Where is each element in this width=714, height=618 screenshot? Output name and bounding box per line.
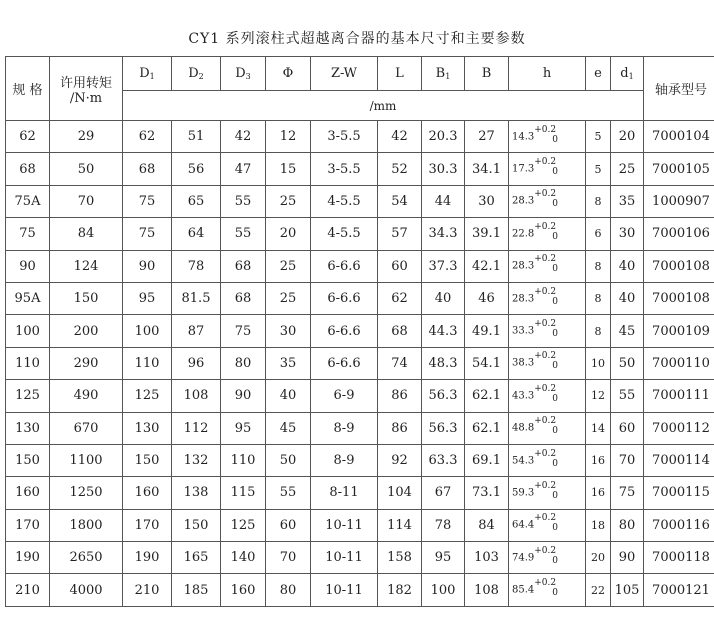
cell-L: 92 bbox=[378, 444, 422, 476]
cell-spec: 90 bbox=[6, 250, 50, 282]
cell-B1: 30.3 bbox=[422, 153, 465, 185]
header-e: e bbox=[586, 57, 611, 91]
cell-B: 27 bbox=[465, 121, 509, 153]
cell-L: 158 bbox=[378, 542, 422, 574]
header-D2: $D_2$ bbox=[172, 57, 221, 91]
cell-bearing: 7000121 bbox=[644, 574, 714, 606]
watermark bbox=[395, 568, 705, 578]
cell-torque: 50 bbox=[50, 153, 123, 185]
cell-D1: 125 bbox=[123, 380, 172, 412]
cell-spec: 95A bbox=[6, 282, 50, 314]
cell-d1: 80 bbox=[611, 509, 644, 541]
cell-B1: 95 bbox=[422, 542, 465, 574]
header-d1: $d_1$ bbox=[611, 57, 644, 91]
cell-bearing: 7000106 bbox=[644, 218, 714, 250]
cell-B: 73.1 bbox=[465, 477, 509, 509]
cell-phi: 70 bbox=[266, 542, 311, 574]
cell-L: 86 bbox=[378, 412, 422, 444]
table-row bbox=[6, 121, 714, 153]
cell-zw: 6-6.6 bbox=[311, 250, 378, 282]
cell-D1: 75 bbox=[123, 218, 172, 250]
cell-phi: 30 bbox=[266, 315, 311, 347]
cell-D1: 95 bbox=[123, 282, 172, 314]
cell-bearing: 7000104 bbox=[644, 121, 714, 153]
header-D3: $D_3$ bbox=[221, 57, 266, 91]
cell-h: 14.3 +0.2 0 bbox=[509, 121, 586, 153]
cell-d1: 70 bbox=[611, 444, 644, 476]
cell-B1: 67 bbox=[422, 477, 465, 509]
cell-torque: 490 bbox=[50, 380, 123, 412]
cell-L: 182 bbox=[378, 574, 422, 606]
cell-torque: 1250 bbox=[50, 477, 123, 509]
cell-B: 62.1 bbox=[465, 412, 509, 444]
cell-spec: 170 bbox=[6, 509, 50, 541]
cell-B: 108 bbox=[465, 574, 509, 606]
cell-e: 14 bbox=[586, 412, 611, 444]
cell-d1: 105 bbox=[611, 574, 644, 606]
cell-zw: 3-5.5 bbox=[311, 153, 378, 185]
cell-D1: 170 bbox=[123, 509, 172, 541]
cell-spec: 62 bbox=[6, 121, 50, 153]
cell-zw: 3-5.5 bbox=[311, 121, 378, 153]
cell-e: 5 bbox=[586, 121, 611, 153]
cell-phi: 15 bbox=[266, 153, 311, 185]
cell-D3: 95 bbox=[221, 412, 266, 444]
cell-bearing: 7000118 bbox=[644, 542, 714, 574]
cell-torque: 84 bbox=[50, 218, 123, 250]
cell-e: 22 bbox=[586, 574, 611, 606]
cell-D2: 185 bbox=[172, 574, 221, 606]
cell-h: 33.3 +0.2 0 bbox=[509, 315, 586, 347]
cell-D2: 138 bbox=[172, 477, 221, 509]
cell-zw: 8-9 bbox=[311, 444, 378, 476]
header-L: L bbox=[378, 57, 422, 91]
cell-bearing: 7000110 bbox=[644, 347, 714, 379]
header-zw: Z-W bbox=[311, 57, 378, 91]
cell-torque: 70 bbox=[50, 185, 123, 217]
cell-L: 60 bbox=[378, 250, 422, 282]
cell-D2: 165 bbox=[172, 542, 221, 574]
cell-D2: 108 bbox=[172, 380, 221, 412]
cell-D1: 210 bbox=[123, 574, 172, 606]
cell-d1: 30 bbox=[611, 218, 644, 250]
cell-D3: 55 bbox=[221, 185, 266, 217]
cell-B1: 37.3 bbox=[422, 250, 465, 282]
cell-D2: 78 bbox=[172, 250, 221, 282]
cell-D1: 130 bbox=[123, 412, 172, 444]
cell-D2: 81.5 bbox=[172, 282, 221, 314]
cell-zw: 4-5.5 bbox=[311, 218, 378, 250]
cell-D3: 125 bbox=[221, 509, 266, 541]
cell-h: 28.3 +0.2 0 bbox=[509, 282, 586, 314]
cell-spec: 190 bbox=[6, 542, 50, 574]
cell-phi: 50 bbox=[266, 444, 311, 476]
cell-B1: 56.3 bbox=[422, 380, 465, 412]
cell-B1: 63.3 bbox=[422, 444, 465, 476]
header-row bbox=[6, 57, 714, 91]
h-tolerance: +0.2 0 bbox=[534, 189, 558, 210]
cell-d1: 35 bbox=[611, 185, 644, 217]
cell-D1: 160 bbox=[123, 477, 172, 509]
cell-B: 49.1 bbox=[465, 315, 509, 347]
cell-torque: 670 bbox=[50, 412, 123, 444]
cell-torque: 124 bbox=[50, 250, 123, 282]
cell-zw: 10-11 bbox=[311, 574, 378, 606]
table-row bbox=[6, 509, 714, 541]
cell-bearing: 1000907 bbox=[644, 185, 714, 217]
cell-phi: 20 bbox=[266, 218, 311, 250]
cell-D3: 90 bbox=[221, 380, 266, 412]
h-tolerance: +0.2 0 bbox=[534, 221, 558, 242]
cell-zw: 6-6.6 bbox=[311, 282, 378, 314]
cell-h: 54.3 +0.2 0 bbox=[509, 444, 586, 476]
cell-e: 8 bbox=[586, 315, 611, 347]
cell-d1: 20 bbox=[611, 121, 644, 153]
cell-h: 48.8 +0.2 0 bbox=[509, 412, 586, 444]
cell-e: 8 bbox=[586, 185, 611, 217]
cell-phi: 80 bbox=[266, 574, 311, 606]
cell-L: 74 bbox=[378, 347, 422, 379]
table-row bbox=[6, 282, 714, 314]
cell-B: 39.1 bbox=[465, 218, 509, 250]
cell-h: 38.3 +0.2 0 bbox=[509, 347, 586, 379]
cell-spec: 150 bbox=[6, 444, 50, 476]
cell-D2: 64 bbox=[172, 218, 221, 250]
page-title: CY1 系列滚柱式超越离合器的基本尺寸和主要参数 bbox=[188, 31, 526, 47]
header-phi: Φ bbox=[266, 57, 311, 91]
table-row bbox=[6, 477, 714, 509]
cell-e: 16 bbox=[586, 444, 611, 476]
parameters-table bbox=[5, 56, 714, 607]
cell-h: 59.3 +0.2 0 bbox=[509, 477, 586, 509]
cell-d1: 55 bbox=[611, 380, 644, 412]
cell-D2: 96 bbox=[172, 347, 221, 379]
cell-phi: 35 bbox=[266, 347, 311, 379]
h-tolerance: +0.2 0 bbox=[534, 319, 558, 340]
cell-e: 6 bbox=[586, 218, 611, 250]
cell-D2: 132 bbox=[172, 444, 221, 476]
cell-h: 64.4 +0.2 0 bbox=[509, 509, 586, 541]
cell-phi: 40 bbox=[266, 380, 311, 412]
cell-e: 20 bbox=[586, 542, 611, 574]
cell-D2: 65 bbox=[172, 185, 221, 217]
cell-D1: 68 bbox=[123, 153, 172, 185]
cell-e: 8 bbox=[586, 282, 611, 314]
h-tolerance: +0.2 0 bbox=[534, 124, 558, 145]
cell-D1: 75 bbox=[123, 185, 172, 217]
header-D1: $D_1$ bbox=[123, 57, 172, 91]
cell-B: 46 bbox=[465, 282, 509, 314]
cell-D2: 112 bbox=[172, 412, 221, 444]
table-row bbox=[6, 153, 714, 185]
h-tolerance: +0.2 0 bbox=[534, 416, 558, 437]
cell-D2: 56 bbox=[172, 153, 221, 185]
h-tolerance: +0.2 0 bbox=[534, 383, 558, 404]
h-tolerance: +0.2 0 bbox=[534, 480, 558, 501]
h-tolerance: +0.2 0 bbox=[534, 545, 558, 566]
cell-D1: 62 bbox=[123, 121, 172, 153]
cell-D2: 51 bbox=[172, 121, 221, 153]
cell-torque: 1800 bbox=[50, 509, 123, 541]
cell-L: 62 bbox=[378, 282, 422, 314]
cell-spec: 75A bbox=[6, 185, 50, 217]
cell-h: 28.3 +0.2 0 bbox=[509, 185, 586, 217]
cell-bearing: 7000111 bbox=[644, 380, 714, 412]
cell-torque: 29 bbox=[50, 121, 123, 153]
cell-D1: 110 bbox=[123, 347, 172, 379]
cell-B: 30 bbox=[465, 185, 509, 217]
cell-torque: 290 bbox=[50, 347, 123, 379]
h-tolerance: +0.2 0 bbox=[534, 578, 558, 599]
cell-B: 54.1 bbox=[465, 347, 509, 379]
cell-e: 8 bbox=[586, 250, 611, 282]
cell-bearing: 7000115 bbox=[644, 477, 714, 509]
cell-bearing: 7000105 bbox=[644, 153, 714, 185]
cell-D1: 100 bbox=[123, 315, 172, 347]
cell-B: 34.1 bbox=[465, 153, 509, 185]
cell-spec: 100 bbox=[6, 315, 50, 347]
cell-torque: 1100 bbox=[50, 444, 123, 476]
cell-zw: 6-6.6 bbox=[311, 315, 378, 347]
cell-phi: 60 bbox=[266, 509, 311, 541]
cell-bearing: 7000114 bbox=[644, 444, 714, 476]
header-B1: $B_1$ bbox=[422, 57, 465, 91]
header-B: B bbox=[465, 57, 509, 91]
cell-B: 84 bbox=[465, 509, 509, 541]
cell-spec: 130 bbox=[6, 412, 50, 444]
table-row bbox=[6, 380, 714, 412]
cell-B1: 100 bbox=[422, 574, 465, 606]
cell-B1: 44 bbox=[422, 185, 465, 217]
h-tolerance: +0.2 0 bbox=[534, 157, 558, 178]
cell-spec: 210 bbox=[6, 574, 50, 606]
cell-D3: 42 bbox=[221, 121, 266, 153]
cell-B1: 20.3 bbox=[422, 121, 465, 153]
table-row bbox=[6, 218, 714, 250]
cell-e: 10 bbox=[586, 347, 611, 379]
cell-B1: 40 bbox=[422, 282, 465, 314]
header-h: h bbox=[509, 57, 586, 91]
cell-h: 28.3 +0.2 0 bbox=[509, 250, 586, 282]
cell-zw: 6-6.6 bbox=[311, 347, 378, 379]
table-row bbox=[6, 315, 714, 347]
cell-D1: 90 bbox=[123, 250, 172, 282]
cell-L: 42 bbox=[378, 121, 422, 153]
table-row bbox=[6, 347, 714, 379]
cell-spec: 110 bbox=[6, 347, 50, 379]
cell-D3: 75 bbox=[221, 315, 266, 347]
cell-B: 103 bbox=[465, 542, 509, 574]
cell-phi: 25 bbox=[266, 185, 311, 217]
cell-zw: 6-9 bbox=[311, 380, 378, 412]
cell-D3: 80 bbox=[221, 347, 266, 379]
cell-h: 85.4 +0.2 0 bbox=[509, 574, 586, 606]
cell-B: 62.1 bbox=[465, 380, 509, 412]
table-row bbox=[6, 185, 714, 217]
cell-d1: 40 bbox=[611, 282, 644, 314]
cell-B1: 34.3 bbox=[422, 218, 465, 250]
cell-zw: 10-11 bbox=[311, 542, 378, 574]
cell-zw: 8-11 bbox=[311, 477, 378, 509]
table-row bbox=[6, 412, 714, 444]
h-tolerance: +0.2 0 bbox=[534, 513, 558, 534]
cell-D3: 115 bbox=[221, 477, 266, 509]
cell-phi: 25 bbox=[266, 282, 311, 314]
cell-phi: 25 bbox=[266, 250, 311, 282]
cell-D3: 68 bbox=[221, 250, 266, 282]
cell-zw: 10-11 bbox=[311, 509, 378, 541]
cell-D3: 68 bbox=[221, 282, 266, 314]
cell-B1: 44.3 bbox=[422, 315, 465, 347]
cell-L: 54 bbox=[378, 185, 422, 217]
cell-h: 17.3 +0.2 0 bbox=[509, 153, 586, 185]
cell-d1: 25 bbox=[611, 153, 644, 185]
cell-d1: 40 bbox=[611, 250, 644, 282]
cell-D1: 190 bbox=[123, 542, 172, 574]
h-tolerance: +0.2 0 bbox=[534, 286, 558, 307]
cell-zw: 4-5.5 bbox=[311, 185, 378, 217]
cell-L: 68 bbox=[378, 315, 422, 347]
cell-D3: 140 bbox=[221, 542, 266, 574]
cell-d1: 60 bbox=[611, 412, 644, 444]
cell-e: 12 bbox=[586, 380, 611, 412]
cell-D3: 110 bbox=[221, 444, 266, 476]
cell-spec: 160 bbox=[6, 477, 50, 509]
cell-D3: 47 bbox=[221, 153, 266, 185]
cell-e: 16 bbox=[586, 477, 611, 509]
header-torque: 许用转矩 /N·m bbox=[50, 57, 123, 121]
cell-spec: 75 bbox=[6, 218, 50, 250]
cell-bearing: 7000109 bbox=[644, 315, 714, 347]
cell-B1: 78 bbox=[422, 509, 465, 541]
cell-h: 22.8 +0.2 0 bbox=[509, 218, 586, 250]
cell-bearing: 7000108 bbox=[644, 250, 714, 282]
cell-phi: 55 bbox=[266, 477, 311, 509]
cell-bearing: 7000116 bbox=[644, 509, 714, 541]
h-tolerance: +0.2 0 bbox=[534, 254, 558, 275]
cell-d1: 75 bbox=[611, 477, 644, 509]
header-unit: /mm bbox=[123, 91, 644, 121]
table-row bbox=[6, 250, 714, 282]
cell-B1: 56.3 bbox=[422, 412, 465, 444]
cell-L: 104 bbox=[378, 477, 422, 509]
cell-L: 86 bbox=[378, 380, 422, 412]
cell-zw: 8-9 bbox=[311, 412, 378, 444]
h-tolerance: +0.2 0 bbox=[534, 351, 558, 372]
header-bearing: 轴承型号 bbox=[644, 57, 714, 121]
cell-torque: 2650 bbox=[50, 542, 123, 574]
cell-h: 43.3 +0.2 0 bbox=[509, 380, 586, 412]
cell-torque: 4000 bbox=[50, 574, 123, 606]
cell-B: 69.1 bbox=[465, 444, 509, 476]
cell-d1: 45 bbox=[611, 315, 644, 347]
cell-bearing: 7000108 bbox=[644, 282, 714, 314]
cell-phi: 12 bbox=[266, 121, 311, 153]
cell-spec: 68 bbox=[6, 153, 50, 185]
cell-spec: 125 bbox=[6, 380, 50, 412]
header-spec: 规 格 bbox=[6, 57, 50, 121]
cell-phi: 45 bbox=[266, 412, 311, 444]
cell-L: 114 bbox=[378, 509, 422, 541]
cell-L: 52 bbox=[378, 153, 422, 185]
cell-e: 18 bbox=[586, 509, 611, 541]
table-row bbox=[6, 444, 714, 476]
cell-h: 74.9 +0.2 0 bbox=[509, 542, 586, 574]
h-tolerance: +0.2 0 bbox=[534, 448, 558, 469]
cell-d1: 50 bbox=[611, 347, 644, 379]
cell-d1: 90 bbox=[611, 542, 644, 574]
cell-D2: 87 bbox=[172, 315, 221, 347]
cell-D1: 150 bbox=[123, 444, 172, 476]
cell-bearing: 7000112 bbox=[644, 412, 714, 444]
cell-D3: 55 bbox=[221, 218, 266, 250]
cell-torque: 200 bbox=[50, 315, 123, 347]
cell-L: 57 bbox=[378, 218, 422, 250]
cell-B: 42.1 bbox=[465, 250, 509, 282]
cell-D2: 150 bbox=[172, 509, 221, 541]
table-row bbox=[6, 574, 714, 606]
cell-D3: 160 bbox=[221, 574, 266, 606]
cell-torque: 150 bbox=[50, 282, 123, 314]
cell-B1: 48.3 bbox=[422, 347, 465, 379]
cell-e: 5 bbox=[586, 153, 611, 185]
